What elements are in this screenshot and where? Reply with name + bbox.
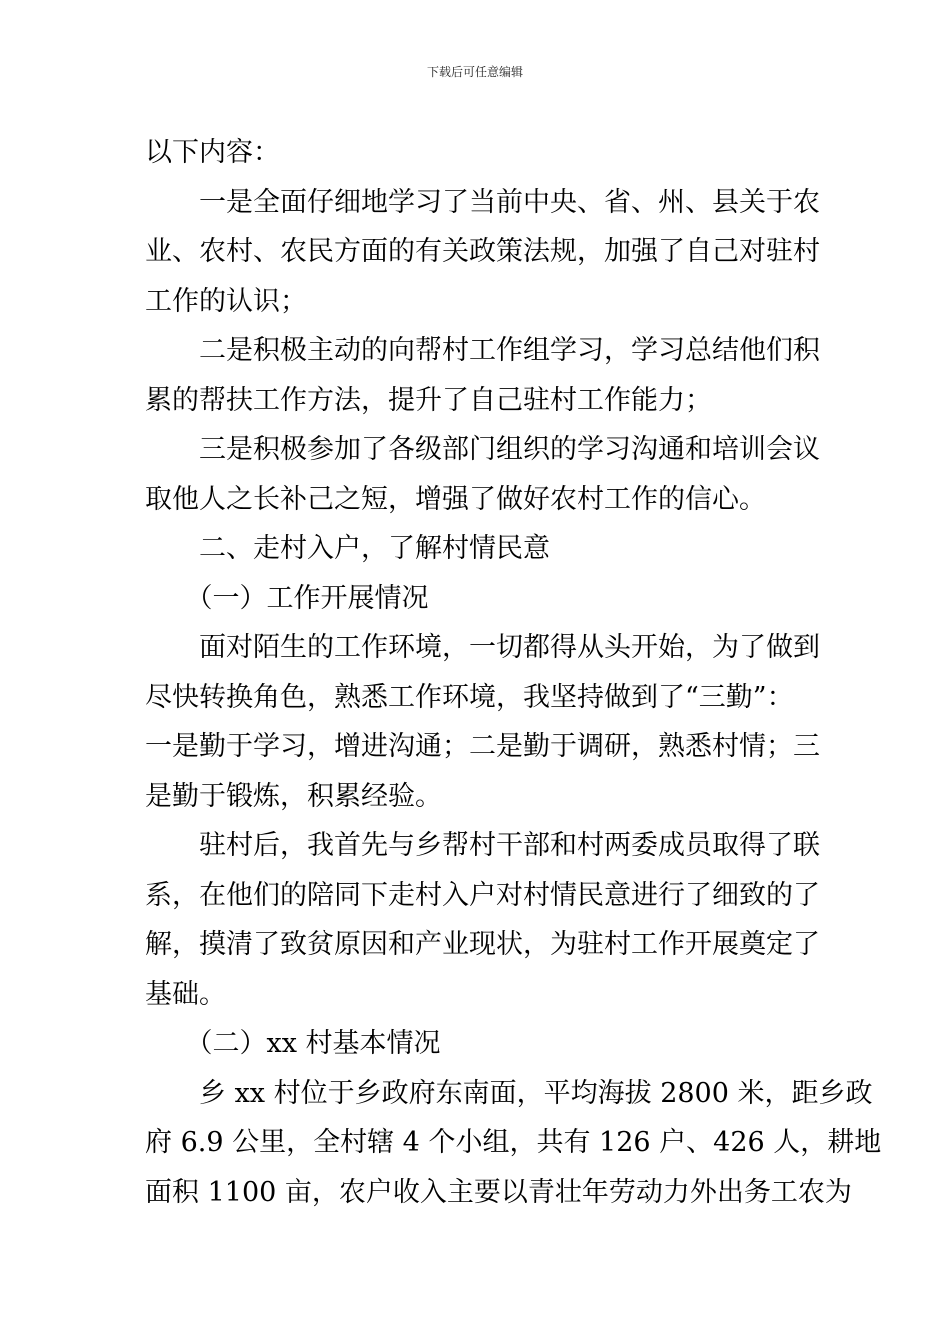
text-line: 解，摸清了致贫原因和产业现状，为驻村工作开展奠定了: [145, 929, 820, 960]
text-line: 驻村后，我首先与乡帮村干部和村两委成员取得了联: [145, 830, 820, 861]
section-heading: 二、走村入户，了解村情民意: [145, 533, 550, 564]
text-line: 三是积极参加了各级部门组织的学习沟通和培训会议: [145, 434, 820, 465]
text-line: 基础。: [145, 978, 226, 1010]
text-line: 一是全面仔细地学习了当前中央、省、州、县关于农: [145, 186, 820, 218]
text-line: 面对陌生的工作环境，一切都得从头开始，为了做到: [145, 632, 820, 663]
text-line: 工作的认识；: [145, 285, 307, 317]
text-line: 尽快转换角色，熟悉工作环境，我坚持做到了“三勤”：: [145, 681, 794, 713]
text-line: 二是积极主动的向帮村工作组学习，学习总结他们积: [145, 335, 820, 366]
text-line: 系，在他们的陪同下走村入户对村情民意进行了细致的了: [145, 879, 820, 911]
text-line: 以下内容：: [145, 137, 280, 168]
page-header: 下载后可任意编辑: [426, 65, 523, 79]
text-line: 府 6.9 公里，全村辖 4 个小组，共有 126 户、426 人，耕地: [145, 1127, 882, 1158]
text-line: 乡 xx 村位于乡政府东南面，平均海拔 2800 米，距乡政: [145, 1077, 873, 1109]
text-line: 面积 1100 亩，农户收入主要以青壮年劳动力外出务工农为: [145, 1176, 852, 1208]
subsection-heading: （二）xx 村基本情况: [145, 1028, 441, 1059]
text-line: 是勤于锻炼，积累经验。: [145, 780, 442, 812]
text-line: 累的帮扶工作方法，提升了自己驻村工作能力；: [145, 384, 712, 416]
document-body: [145, 128, 882, 1217]
text-line: 业、农村、农民方面的有关政策法规，加强了自己对驻村: [145, 236, 820, 267]
subsection-heading: （一）工作开展情况: [145, 582, 429, 614]
text-line: 一是勤于学习，增进沟通；二是勤于调研，熟悉村情；三: [145, 731, 820, 762]
text-line: 取他人之长补己之短，增强了做好农村工作的信心。: [145, 483, 766, 515]
